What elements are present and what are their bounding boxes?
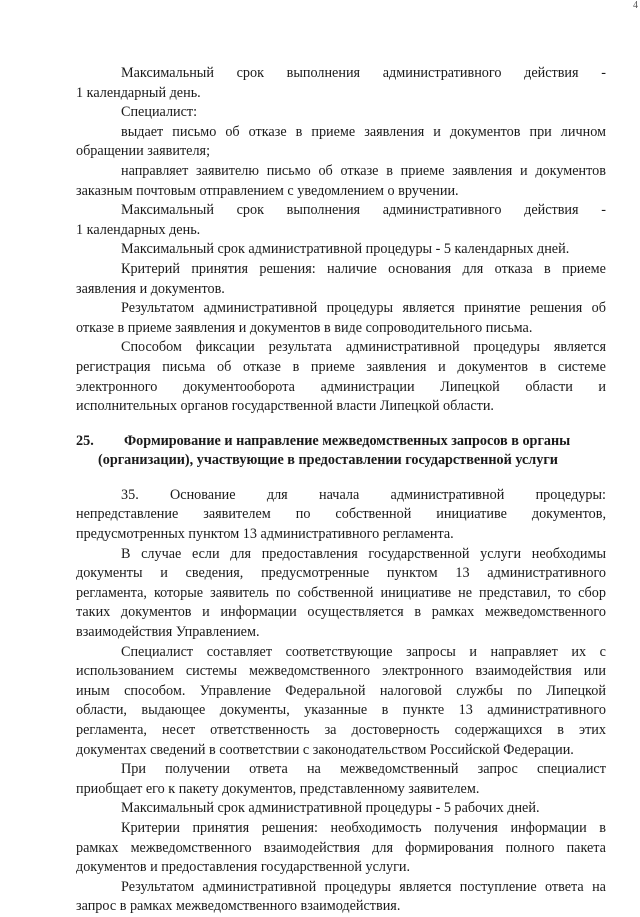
word: на <box>306 761 321 778</box>
word: Критерии <box>121 819 180 836</box>
word: системе <box>557 358 606 375</box>
word: документов <box>449 123 521 140</box>
section-heading-line-1 <box>76 432 606 452</box>
word: административной <box>202 878 317 895</box>
word: пакета <box>566 839 606 856</box>
word: В <box>121 545 131 562</box>
word: об <box>318 162 333 179</box>
word: решения: <box>259 260 316 277</box>
word: выдающее <box>141 702 206 719</box>
word: которые <box>153 584 204 601</box>
word: документов <box>457 358 528 375</box>
word: если <box>191 545 220 562</box>
word: по <box>517 682 532 699</box>
word: в <box>539 358 547 375</box>
word: сбор <box>578 584 606 601</box>
word: ответа <box>249 761 288 778</box>
word: специалист <box>536 761 606 778</box>
word: выполнения <box>286 65 361 81</box>
word: области, <box>76 702 127 719</box>
text-line <box>76 358 606 378</box>
word: отказе <box>242 358 281 375</box>
word: иным <box>76 682 110 699</box>
word: электронного <box>76 378 158 395</box>
word: приеме <box>311 123 356 140</box>
text-line: Специалист: <box>121 104 198 121</box>
word: Критерий <box>121 260 180 277</box>
word: является <box>402 300 455 317</box>
word: для <box>266 486 288 503</box>
word: административной <box>203 300 318 317</box>
word: ответственность <box>210 722 310 738</box>
word: срок <box>236 202 264 219</box>
word: рамках <box>431 604 475 621</box>
word: получения <box>434 819 498 836</box>
word: процедуры <box>324 878 391 895</box>
word: процедуры <box>326 300 394 317</box>
word: об <box>591 300 606 317</box>
word: направляет <box>490 643 558 660</box>
word: межведомственного <box>130 839 252 856</box>
word: принятия <box>191 260 249 277</box>
word: Результатом <box>121 300 195 317</box>
word: в <box>295 123 303 140</box>
text-line <box>76 643 606 663</box>
section-title-part-1: Формирование и направление межведомственных запросов в органы <box>124 432 571 449</box>
word: взаимодействия <box>475 663 572 680</box>
word: способом. <box>124 682 186 699</box>
word: административной <box>345 339 460 356</box>
word: не <box>458 584 473 601</box>
word: отказа <box>494 260 533 277</box>
text-line <box>76 564 606 584</box>
word: предоставления <box>261 545 358 562</box>
word: заявления <box>452 162 513 179</box>
text-line <box>76 721 606 741</box>
word: запросы <box>406 643 456 660</box>
word: регистрация <box>76 358 151 375</box>
section-heading-line-2: (организации), участвующие в предоставлении государственной услуги <box>98 452 558 469</box>
word: в <box>386 162 393 179</box>
text-line <box>76 701 606 721</box>
word: взаимодействия <box>263 839 361 856</box>
word: принятие <box>464 300 521 317</box>
word: Специалист <box>121 643 194 660</box>
word: несет <box>161 722 196 738</box>
word: приеме <box>562 260 606 277</box>
section-heading <box>76 432 606 471</box>
text-line <box>76 760 606 780</box>
word: услуги <box>480 545 522 562</box>
text-line: исполнительных органов государственной власти Липецкой области. <box>76 398 494 415</box>
word: Основание <box>170 486 236 503</box>
text-line <box>76 378 606 398</box>
word: в <box>544 260 551 277</box>
word: случае <box>141 545 182 562</box>
word: при <box>529 123 552 140</box>
word: таких <box>76 604 111 621</box>
word: и <box>469 643 477 660</box>
word: результата <box>268 339 332 356</box>
word: для <box>230 545 252 562</box>
word: инициативе <box>380 584 452 601</box>
word: действия <box>524 202 579 219</box>
word: документы <box>76 565 143 582</box>
word: решения <box>529 300 583 317</box>
word: административного <box>382 202 502 219</box>
word: и <box>520 162 528 179</box>
word: области <box>525 378 573 395</box>
paragraph-block-interagency-requests <box>76 486 606 917</box>
page-corner-mark: 4 <box>633 0 638 11</box>
word: межведомственного <box>484 604 606 621</box>
word: осуществляется <box>307 604 404 621</box>
word: процедуры: <box>535 486 606 503</box>
word: решения: <box>261 819 318 836</box>
text-line <box>76 260 606 280</box>
word: письма <box>162 358 206 375</box>
word: заявителю <box>196 162 259 179</box>
text-line <box>76 839 606 859</box>
text-line: заказным почтовым отправлением с уведомлением о вручении. <box>76 182 459 199</box>
word: содержащихся <box>454 722 543 738</box>
word: и <box>160 565 168 582</box>
word: личном <box>560 123 606 140</box>
word: начала <box>318 486 360 503</box>
word: - <box>601 202 606 219</box>
word: является <box>553 339 606 356</box>
word: в <box>557 722 564 738</box>
text-line: приобщает его к пакету документов, представленному заявителем. <box>76 780 480 797</box>
word: основания <box>388 260 452 277</box>
text-line <box>76 64 606 84</box>
word: для <box>462 260 484 277</box>
word: документов <box>535 162 606 179</box>
word: пункте <box>402 702 445 719</box>
word: то <box>557 584 572 601</box>
word: письмо <box>172 123 217 140</box>
word: государственной <box>368 545 470 562</box>
word: письмо <box>266 162 311 179</box>
spacer <box>76 417 606 432</box>
word: об <box>225 123 240 140</box>
word: и <box>202 604 210 621</box>
word: на <box>592 878 606 895</box>
word: сведения, <box>185 565 244 582</box>
word: При <box>121 761 146 778</box>
text-line: 1 календарных день. <box>76 221 201 238</box>
word: получении <box>165 761 230 778</box>
word: полного <box>505 839 555 856</box>
word: административного <box>382 65 502 81</box>
text-line <box>76 201 606 221</box>
word: регламента, <box>76 584 147 601</box>
text-line <box>76 819 606 839</box>
text-line <box>76 662 606 682</box>
word: ответа <box>545 878 584 895</box>
word: по <box>275 584 291 601</box>
word: межведомственный <box>339 761 459 778</box>
word: и <box>438 358 446 375</box>
word: в <box>599 819 606 836</box>
word: за <box>324 722 337 738</box>
text-line: заявления и документов. <box>76 280 225 297</box>
text-line: документов и предоставления государственной услуги. <box>76 859 411 876</box>
word: собственной <box>297 584 374 601</box>
text-line: документах сведений в соответствии с законодательством Российской Федерации. <box>76 741 574 758</box>
text-line <box>76 603 606 623</box>
text-line <box>76 682 606 702</box>
word: службы <box>456 682 503 699</box>
word: с <box>599 643 606 660</box>
word: регламента, <box>76 722 147 738</box>
word: Результатом <box>121 878 195 895</box>
text-line <box>76 545 606 565</box>
word: является <box>399 878 452 895</box>
word: выдает <box>121 123 164 140</box>
word: документов <box>120 604 192 621</box>
word: или <box>583 663 606 680</box>
word: непредставление <box>76 506 179 523</box>
word: наличие <box>327 260 377 277</box>
word: заявления <box>364 123 425 140</box>
word: административной <box>390 486 505 503</box>
word: приеме <box>310 358 355 375</box>
word: административного <box>487 565 606 582</box>
word: для <box>372 839 393 856</box>
word: выполнения <box>286 202 361 219</box>
word: информации <box>510 819 587 836</box>
word: 35. <box>121 486 139 503</box>
text-line: взаимодействия Управлением. <box>76 624 260 641</box>
word: в <box>381 702 389 719</box>
word: заявитель <box>210 584 269 601</box>
text-line <box>76 584 606 604</box>
word: об <box>217 358 232 375</box>
word: рамках <box>76 839 119 856</box>
word: по <box>295 506 311 523</box>
word: приеме <box>400 162 445 179</box>
text-line <box>76 486 606 506</box>
text-line: Максимальный срок административной процедуры - 5 календарных дней. <box>121 241 570 258</box>
word: составляет <box>206 643 273 660</box>
word: - <box>601 65 606 81</box>
word: Федеральной <box>285 682 366 699</box>
word: срок <box>236 65 264 81</box>
text-line <box>76 505 606 525</box>
word: фиксации <box>195 339 255 356</box>
word: заявления <box>366 358 427 375</box>
word: формирования <box>405 839 494 856</box>
word: документы, <box>219 702 290 719</box>
word: Максимальный <box>121 202 214 219</box>
text-line: обращении заявителя; <box>76 143 211 160</box>
word: документооборота <box>182 378 295 395</box>
text-line <box>76 299 606 319</box>
word: собственной <box>335 506 412 523</box>
word: поступление <box>459 878 537 895</box>
word: и <box>598 378 606 395</box>
word: указанные <box>304 702 368 719</box>
text-line <box>76 338 606 358</box>
word: электронного <box>382 663 464 680</box>
text-line <box>76 878 606 898</box>
word: соответствующие <box>285 643 393 660</box>
word: этих <box>579 722 606 738</box>
word: запрос <box>477 761 518 778</box>
text-line <box>76 123 606 143</box>
word: налоговой <box>379 682 442 699</box>
word: 13 <box>458 702 473 719</box>
word: администрации <box>320 378 415 395</box>
word: действия <box>524 65 579 81</box>
text-line <box>76 162 606 182</box>
word: принятия <box>192 819 250 836</box>
word: процедуры <box>473 339 540 356</box>
text-line: 1 календарный день. <box>76 84 201 101</box>
word: в <box>414 604 422 621</box>
text-line: запрос в рамках межведомственного взаимодействия. <box>76 898 401 915</box>
word: документов, <box>531 506 606 523</box>
text-line: предусмотренных пунктом 13 административного регламента. <box>76 526 454 543</box>
word: использованием <box>76 663 174 680</box>
word: Липецкой <box>546 682 606 699</box>
word: пунктом <box>386 565 438 582</box>
word: направляет <box>121 162 189 179</box>
word: Липецкой <box>440 378 500 395</box>
word: необходимость <box>330 819 422 836</box>
word: отказе <box>340 162 379 179</box>
word: заявителем <box>203 506 271 523</box>
word: в <box>292 358 300 375</box>
section-number: 25. <box>76 432 94 449</box>
word: административного <box>487 702 606 719</box>
word: их <box>571 643 587 660</box>
spacer <box>76 471 606 486</box>
word: и <box>433 123 441 140</box>
word: Максимальный <box>121 65 214 81</box>
word: достоверность <box>351 722 440 738</box>
word: 13 <box>455 565 470 582</box>
document-body <box>76 64 606 917</box>
text-line: Максимальный срок административной процедуры - 5 рабочих дней. <box>121 800 540 817</box>
word: необходимы <box>531 545 606 562</box>
word: системы <box>185 663 238 680</box>
word: предусмотренные <box>261 565 370 582</box>
word: представил, <box>479 584 551 601</box>
word: информации <box>220 604 297 621</box>
word: инициативе <box>436 506 507 523</box>
paragraph-block-refusal <box>76 64 606 417</box>
text-line: отказе в приеме заявления и документов в виде сопроводительного письма. <box>76 319 533 336</box>
word: отказе <box>248 123 287 140</box>
word: Управление <box>199 682 271 699</box>
word: межведомственного <box>249 663 371 680</box>
word: Способом <box>121 339 182 356</box>
